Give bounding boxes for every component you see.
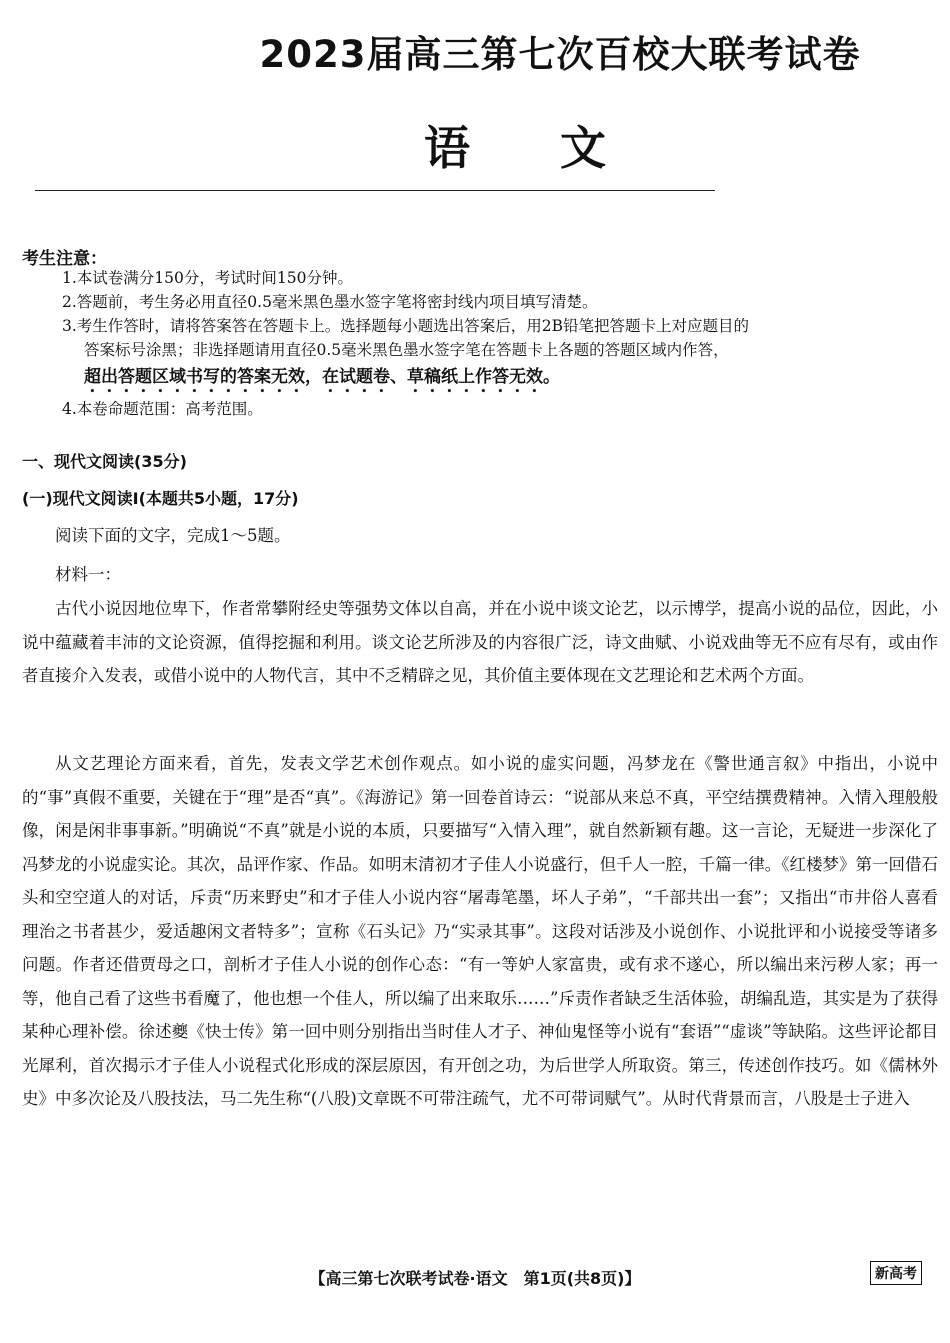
notice-item: 1.本试卷满分150分，考试时间150分钟。: [62, 269, 353, 287]
title-divider: [35, 190, 715, 191]
edition-badge: 新高考: [870, 1261, 922, 1285]
page-footer: 【高三第七次联考试卷·语文 第1页(共8页)】: [309, 1269, 641, 1288]
sub-heading: (一)现代文阅读Ⅰ(本题共5小题，17分): [22, 489, 299, 508]
notice-item-emphasis-line: [62, 362, 932, 397]
material-label: 材料一：: [55, 565, 121, 584]
notice-heading: 考生注意：: [22, 249, 107, 269]
notice-item: 2.答题前，考生务必用直径0.5毫米黑色墨水签字笔将密封线内项目填写清楚。: [62, 293, 598, 311]
notice-item-continuation: [62, 338, 932, 362]
part-heading: 一、现代文阅读(35分): [22, 452, 187, 471]
notice-item: 4.本卷命题范围：高考范围。: [62, 400, 263, 418]
notice-item-text: 答案标号涂黑；非选择题请用直径0.5毫米黑色墨水签字笔在答题卡上各题的答题区域内作答，: [84, 341, 729, 359]
notice-emphasis-text: 超出答题区域书写的答案无效，在试题卷、草稿纸上作答无效。: [84, 367, 560, 387]
passage-paragraph-1: 古代小说因地位卑下，作者常攀附经史等强势文体以自高，并在小说中谈文论艺，以示博学，提高小说的品位，因此，小说中蕴藏着丰沛的文论资源，值得挖掘和利用。谈文论艺所涉及的内容很广泛，诗文曲赋、小说戏曲等无不应有尽有，或由作者直接介入发表，或借小说中的人物代言，其中不乏精辟之见，其价值主要体现在文艺理论和艺术两个方面。: [22, 599, 938, 685]
instruction-text: 阅读下面的文字，完成1～5题。: [55, 526, 291, 545]
passage-paragraph-2: 从文艺理论方面来看，首先，发表文学艺术创作观点。如小说的虚实问题，冯梦龙在《警世通言叙》中指出，小说中的“事”真假不重要，关键在于“理”是否“真”。《海游记》第一回卷首诗云：“说部从来总不真，平空结撰费精神。入情入理般般像，闲是闲非事事新。”明确说“不真”就是小说的本质，只要描写“入情入理”，就自然新颖有趣。这一言论，无疑进一步深化了冯梦龙的小说虚实论。其次，品评作家、作品。如明末清初才子佳人小说盛行，但千人一腔，千篇一律。《红楼梦》第一回借石头和空空道人的对话，斥责“历来野史”和才子佳人小说内容“屠毒笔墨，坏人子弟”，“千部共出一套”；又指出“市井俗人喜看理治之书者甚少，爱适趣闲文者特多”；宣称《石头记》乃“实录其事”。这段对话涉及小说创作、小说批评和小说接受等诸多问题。作者还借贾母之口，剖析才子佳人小说的创作心态：“有一等妒人家富贵，或有求不遂心，所以编出来污秽人家；再一等，他自己看了这些书看魔了，他也想一个佳人，所以编了出来取乐……”斥责作者缺乏生活体验，胡编乱造，其实是为了获得某种心理补偿。徐述夔《快士传》第一回中则分别指出当时佳人才子、神仙鬼怪等小说有“套语”“虚谈”等缺陷。这些评论都目光犀利，首次揭示才子佳人小说程式化形成的深层原因，有开创之功，为后世学人所取资。第三，传述创作技巧。如《儒林外史》中多次论及八股技法，马二先生称“(八股)文章既不可带注疏气，尤不可带词赋气”。从时代背景而言，八股是士子进入: [22, 754, 938, 1108]
subject-title: 语文: [424, 121, 696, 175]
notice-list: [62, 266, 932, 421]
notice-item: 3.考生作答时，请将答案答在答题卡上。选择题每小题选出答案后，用2B铅笔把答题卡上对应题目的: [62, 317, 750, 335]
exam-title: 2023届高三第七次百校大联考试卷: [259, 33, 861, 76]
